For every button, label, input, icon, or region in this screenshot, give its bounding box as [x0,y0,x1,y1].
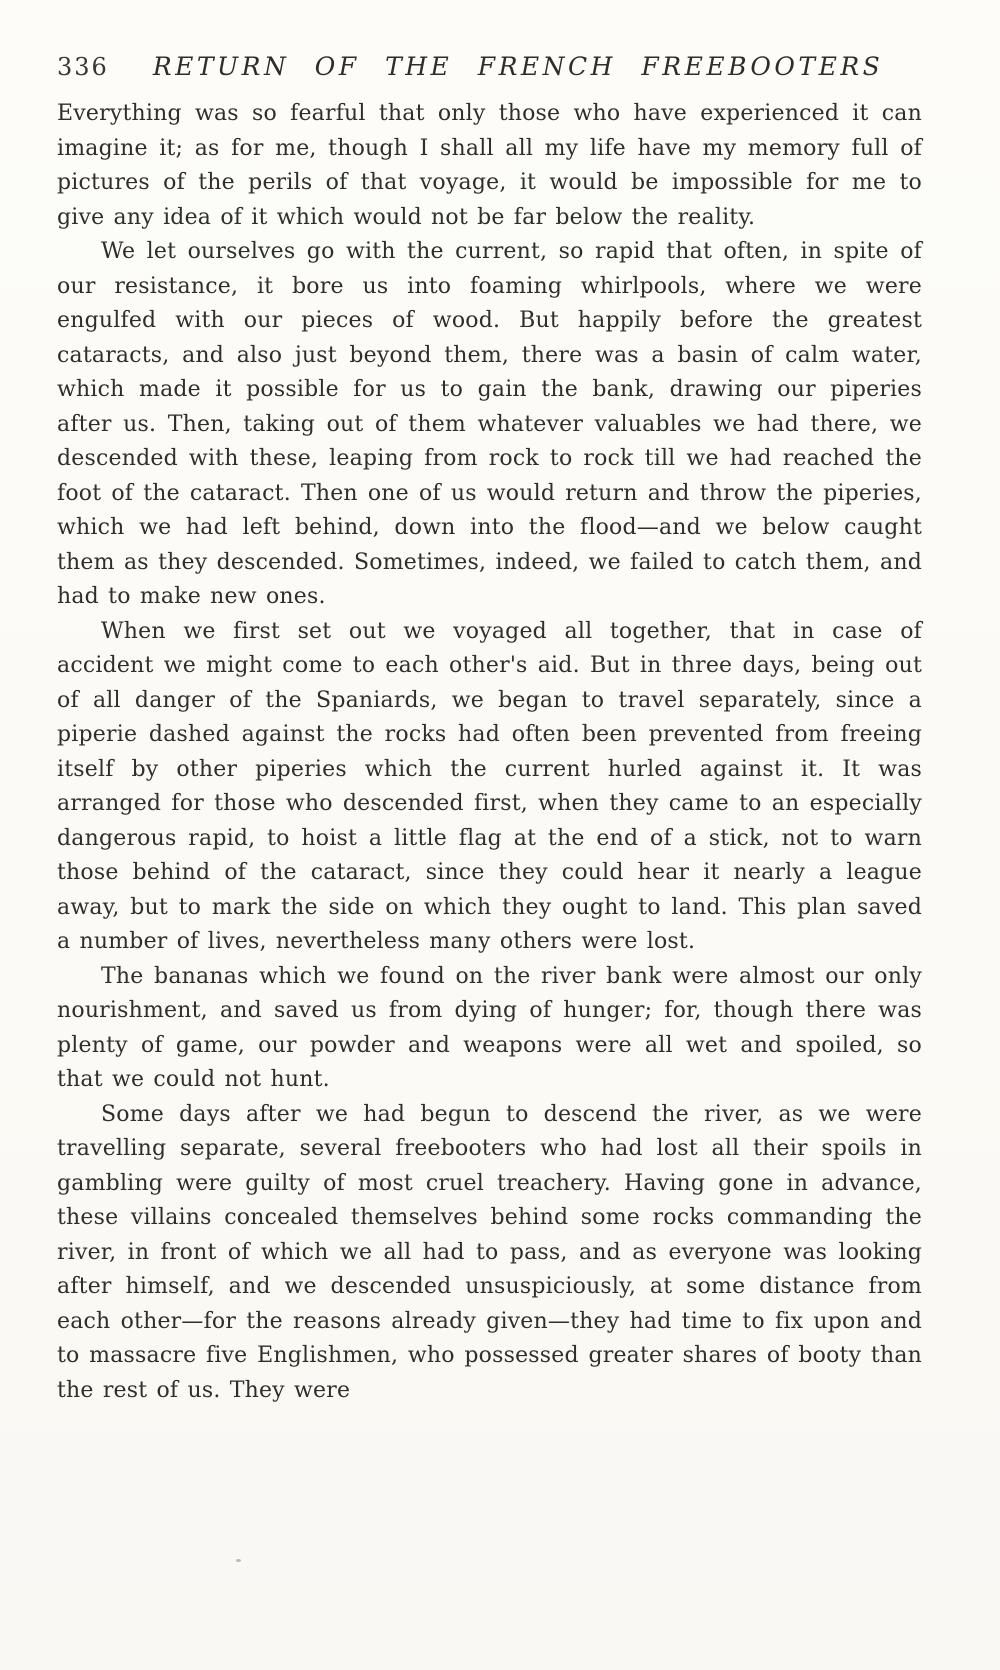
scan-artifact [236,1559,241,1562]
page-body [0,81,1000,1408]
paragraph: When we first set out we voyaged all together, that in case of accident we might come to each other's aid. But in three days, being out of all danger of the Spaniards, we began to travel separately, since a piperie dashed against the rocks had often been prevented from freeing itself by other piperies which the current hurled against it. It was arranged for those who descended first, when they came to an especially dangerous rapid, to hoist a little flag at the end of a stick, not to warn those behind of the cataract, since they could hear it nearly a league away, but to mark the side on which they ought to land. This plan saved a number of lives, nevertheless many others were lost. [57,618,922,954]
page-header [0,0,1000,81]
paragraph: Everything was so fearful that only those who have experienced it can imagine it; as for me, though I shall all my life have my memory full of pictures of the perils of that voyage, it would be impossible for me to give any idea of it which would not be far below the reality. [57,101,922,230]
paragraph: The bananas which we found on the river bank were almost our only nourishment, and saved us from dying of hunger; for, though there was plenty of game, our powder and weapons were all wet and spoiled, so that we could not hunt. [57,963,922,1092]
paragraph: Some days after we had begun to descend the river, as we were travelling separate, several freebooters who had lost all their spoils in gambling were guilty of most cruel treachery. Having gone in advance, these villains concealed themselves behind some rocks commanding the river, in front of which we all had to pass, and as everyone was looking after himself, and we descended unsuspiciously, at some distance from each other—for the reasons already given—they had time to fix upon and to massacre five Englishmen, who possessed greater shares of booty than the rest of us. They were [57,1101,922,1403]
paragraph: We let ourselves go with the current, so rapid that often, in spite of our resistance, it bore us into foaming whirlpools, where we were engulfed with our pieces of wood. But happily before the greatest cataracts, and also just beyond them, there was a basin of calm water, which made it possible for us to gain the bank, drawing our piperies after us. Then, taking out of them whatever valuables we had there, we descended with these, leaping from rock to rock till we had reached the foot of the cataract. Then one of us would return and throw the piperies, which we had left behind, down into the flood—and we below caught them as they descended. Sometimes, indeed, we failed to catch them, and had to make new ones. [57,239,922,609]
page-number: 336 [57,53,109,81]
running-head-title: RETURN OF THE FRENCH FREEBOOTERS [152,52,884,81]
